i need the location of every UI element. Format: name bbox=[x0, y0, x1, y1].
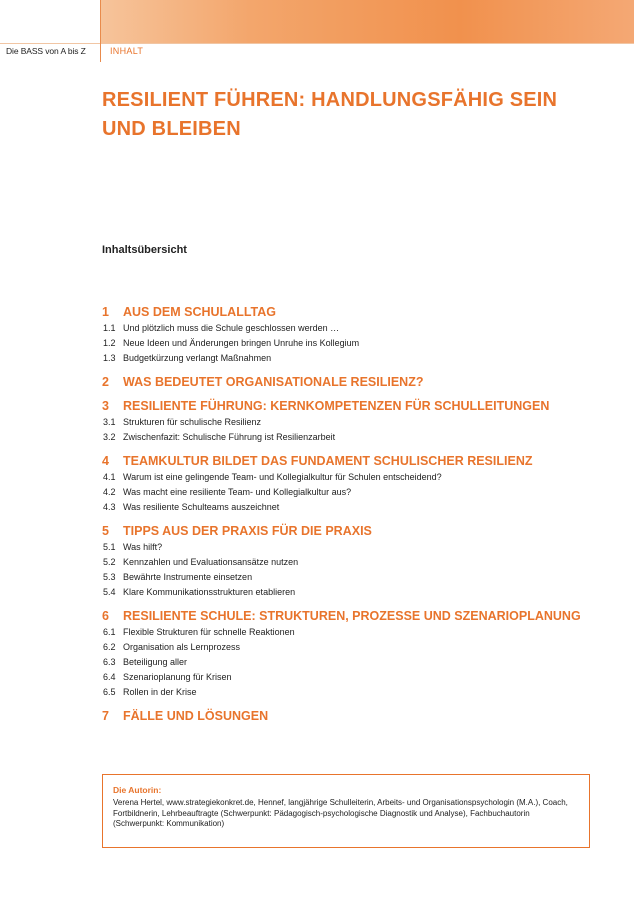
toc-section-title: TIPPS AUS DER PRAXIS FÜR DIE PRAXIS bbox=[123, 524, 372, 538]
toc-item-number: 6.3 bbox=[103, 657, 116, 667]
toc-section-heading[interactable] bbox=[102, 304, 592, 320]
section-label: INHALT bbox=[110, 46, 144, 56]
toc-item[interactable] bbox=[102, 485, 592, 500]
toc-item-number: 1.2 bbox=[103, 338, 116, 348]
toc-item-number: 6.2 bbox=[103, 642, 116, 652]
toc-item[interactable] bbox=[102, 585, 592, 600]
toc-item-number: 3.2 bbox=[103, 432, 116, 442]
toc-section-title: AUS DEM SCHULALLTAG bbox=[123, 305, 276, 319]
toc-item-number: 6.4 bbox=[103, 672, 116, 682]
toc-item[interactable] bbox=[102, 500, 592, 515]
toc-section bbox=[102, 374, 592, 390]
toc-item-text: Organisation als Lernprozess bbox=[123, 642, 241, 652]
toc-item[interactable] bbox=[102, 555, 592, 570]
toc-section bbox=[102, 608, 592, 700]
toc-section-number: 1 bbox=[102, 305, 109, 319]
toc-section-title: FÄLLE UND LÖSUNGEN bbox=[123, 709, 269, 723]
toc-item-number: 4.1 bbox=[103, 472, 116, 482]
toc-section-heading[interactable] bbox=[102, 374, 592, 390]
header-rule bbox=[0, 43, 634, 44]
toc-item-text: Warum ist eine gelingende Team- und Kollegialkultur für Schulen entscheidend? bbox=[123, 472, 442, 482]
toc-item-text: Beteiligung aller bbox=[123, 657, 188, 667]
toc-item-number: 5.2 bbox=[103, 557, 116, 567]
toc-section-title: WAS BEDEUTET ORGANISATIONALE RESILIENZ? bbox=[123, 375, 424, 389]
toc-item-number: 1.3 bbox=[103, 353, 116, 363]
toc-section-heading[interactable] bbox=[102, 608, 592, 624]
toc-item[interactable] bbox=[102, 540, 592, 555]
toc-item[interactable] bbox=[102, 685, 592, 700]
toc-section-title: RESILIENTE FÜHRUNG: KERNKOMPETENZEN FÜR SCHULLEITUNGEN bbox=[123, 399, 550, 413]
toc-section-number: 4 bbox=[102, 454, 109, 468]
toc-item[interactable] bbox=[102, 351, 592, 366]
toc-section bbox=[102, 304, 592, 366]
toc-item[interactable] bbox=[102, 655, 592, 670]
toc-item-text: Rollen in der Krise bbox=[123, 687, 197, 697]
toc-item[interactable] bbox=[102, 321, 592, 336]
toc-section-title: RESILIENTE SCHULE: STRUKTUREN, PROZESSE UND SZENARIOPLANUNG bbox=[123, 609, 581, 623]
header-banner bbox=[0, 0, 634, 43]
toc-item-text: Szenarioplanung für Krisen bbox=[123, 672, 232, 682]
toc-item-number: 5.1 bbox=[103, 542, 116, 552]
toc-item-number: 6.5 bbox=[103, 687, 116, 697]
toc-item[interactable] bbox=[102, 670, 592, 685]
toc-item[interactable] bbox=[102, 336, 592, 351]
toc-section-heading[interactable] bbox=[102, 523, 592, 539]
toc-item-number: 5.3 bbox=[103, 572, 116, 582]
page-title: RESILIENT FÜHREN: HANDLUNGSFÄHIG SEIN UND BLEIBEN bbox=[102, 89, 558, 140]
toc-item-number: 1.1 bbox=[103, 323, 116, 333]
toc-section-heading[interactable] bbox=[102, 453, 592, 469]
toc-item-text: Kennzahlen und Evaluationsansätze nutzen bbox=[123, 557, 299, 567]
toc-item-number: 4.3 bbox=[103, 502, 116, 512]
toc-item[interactable] bbox=[102, 415, 592, 430]
toc-item-text: Was hilft? bbox=[123, 542, 163, 552]
toc-item-number: 4.2 bbox=[103, 487, 116, 497]
author-box bbox=[102, 774, 590, 848]
toc-section-number: 7 bbox=[102, 709, 109, 723]
toc-section bbox=[102, 398, 592, 445]
toc-item-text: Zwischenfazit: Schulische Führung ist Resilienzarbeit bbox=[123, 432, 336, 442]
toc-item-text: Was resiliente Schulteams auszeichnet bbox=[123, 502, 280, 512]
toc-item[interactable] bbox=[102, 625, 592, 640]
toc-section-heading[interactable] bbox=[102, 398, 592, 414]
author-bio: Verena Hertel, www.strategiekonkret.de, Hennef, langjährige Schulleiterin, Arbeits- und Organisationspsychologin (M.A.), Coach, Fortbildnerin, Lehrbeauftragte (Schwerpunkt: Pädagogisch-psychologische Diagnostik und Analyse), Fachbuchautorin (Schwerpunkt: Kommunikation) bbox=[113, 798, 568, 828]
toc-item-text: Budgetkürzung verlangt Maßnahmen bbox=[123, 353, 272, 363]
series-title: Die BASS von A bis Z bbox=[6, 46, 86, 56]
toc-item-text: Strukturen für schulische Resilienz bbox=[123, 417, 262, 427]
toc-item-number: 5.4 bbox=[103, 587, 116, 597]
toc-item-text: Bewährte Instrumente einsetzen bbox=[123, 572, 253, 582]
toc-section bbox=[102, 453, 592, 515]
toc-item[interactable] bbox=[102, 430, 592, 445]
toc-item[interactable] bbox=[102, 640, 592, 655]
toc-item-text: Was macht eine resiliente Team- und Kollegialkultur aus? bbox=[123, 487, 352, 497]
toc-item-text: Neue Ideen und Änderungen bringen Unruhe ins Kollegium bbox=[123, 338, 360, 348]
toc-section-number: 3 bbox=[102, 399, 109, 413]
toc-section bbox=[102, 523, 592, 600]
toc-section bbox=[102, 708, 592, 724]
toc-section-heading[interactable] bbox=[102, 708, 592, 724]
toc-section-number: 6 bbox=[102, 609, 109, 623]
author-label: Die Autorin: bbox=[113, 785, 162, 795]
toc-item-text: Klare Kommunikationsstrukturen etablieren bbox=[123, 587, 296, 597]
header-divider bbox=[100, 0, 101, 62]
table-of-contents bbox=[102, 304, 592, 732]
toc-section-title: TEAMKULTUR BILDET DAS FUNDAMENT SCHULISCHER RESILIENZ bbox=[123, 454, 533, 468]
toc-item[interactable] bbox=[102, 470, 592, 485]
toc-item-number: 3.1 bbox=[103, 417, 116, 427]
toc-section-number: 5 bbox=[102, 524, 109, 538]
toc-section-number: 2 bbox=[102, 375, 109, 389]
toc-item-text: Flexible Strukturen für schnelle Reaktionen bbox=[123, 627, 295, 637]
toc-heading: Inhaltsübersicht bbox=[102, 244, 187, 256]
toc-item-number: 6.1 bbox=[103, 627, 116, 637]
toc-item-text: Und plötzlich muss die Schule geschlossen werden … bbox=[123, 323, 340, 333]
toc-item[interactable] bbox=[102, 570, 592, 585]
